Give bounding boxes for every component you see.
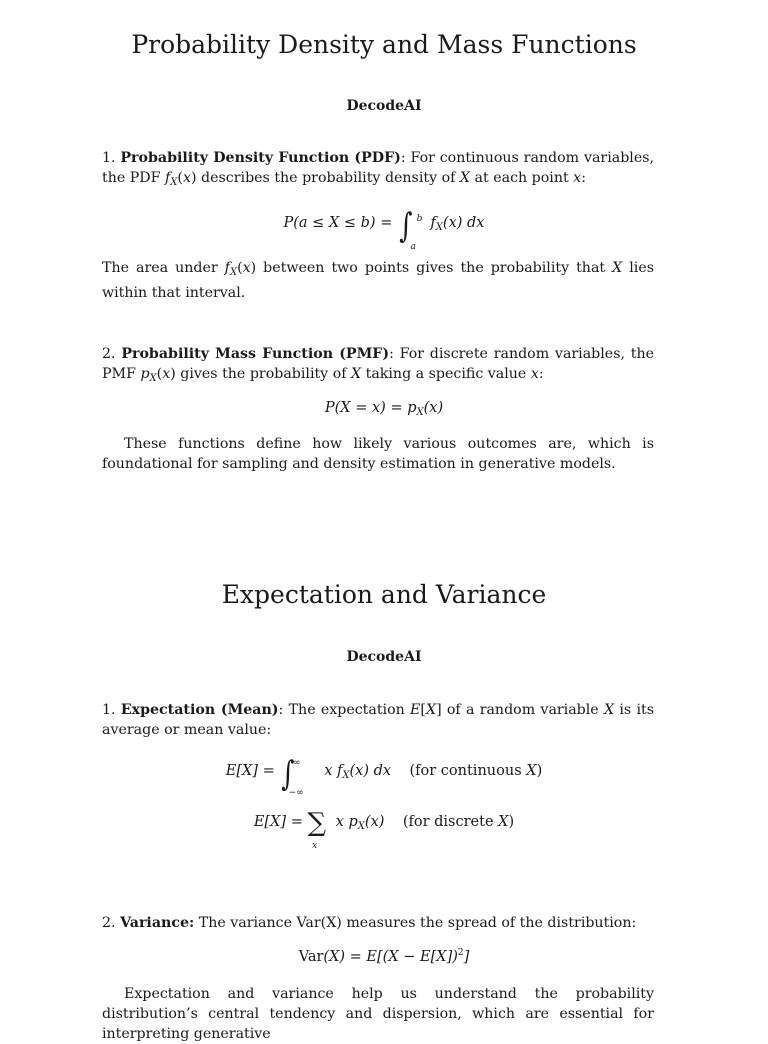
pmf-heading: Probability Mass Function (PMF) <box>121 346 390 362</box>
item-number: 1. <box>102 150 116 166</box>
expectation-continuous-equation: $E[X] = \int^\infty_{-\infty}$ x $f_X(x)$ dx (for continuous X) <box>225 754 543 798</box>
pdf-explanation: The area under $f_X(x)$ between two points gives the probability that X lies within that interval. <box>102 260 655 301</box>
closing-text: Expectation and variance help us understand the probability distribution’s central tendency and dispersion, which are essential for interpreting generative <box>102 986 654 1042</box>
pmf-text: gives the probability of <box>175 366 352 382</box>
pmf-equation: $P(X = x) = p_X(x)$ <box>324 400 444 418</box>
pmf-paragraph: 2. Probability Mass Function (PMF): For discrete random variables, the PMF $p_X(x)$ gives the probability of X taking a specific value x: <box>102 346 654 384</box>
pmf-text: : For discrete random variables, the PMF <box>102 346 654 382</box>
item-number: 2. <box>102 346 116 362</box>
pdf-heading: Probability Density Function (PDF) <box>120 150 401 166</box>
discrete-note: (for discrete <box>402 814 499 830</box>
pdf-explanation-text: lies within that interval. <box>102 260 655 301</box>
closing-text: These functions define how likely various outcomes are, which is foundational for sampling and density estimation in generative models. <box>102 436 654 472</box>
section1-closing <box>102 434 654 474</box>
item-number: 2. <box>102 915 116 931</box>
section2-closing <box>102 984 654 1044</box>
continuous-note: (for continuous <box>409 763 527 779</box>
pdf-text: describes the probability density of <box>196 170 460 186</box>
expectation-heading: Expectation (Mean) <box>120 702 279 718</box>
expectation-paragraph: 1. Expectation (Mean): The expectation E[X] of a random variable X is its average or mean value: <box>102 702 654 738</box>
pdf-equation: P(a ≤ X ≤ b) = ∫ $^b_a$ $f_X(x)$ dx <box>283 206 485 252</box>
section-title-pdf: Probability Density and Mass Functions <box>131 30 637 59</box>
author-name: DecodeAI <box>346 98 422 114</box>
variance-paragraph <box>102 913 654 933</box>
expectation-discrete-equation: $E[X] = \sum_x$ x $p_X(x)$ (for discrete X) <box>253 808 515 851</box>
expectation-text: is its average or mean value: <box>102 702 654 738</box>
variance-heading: Variance: <box>120 915 195 931</box>
variance-text: The variance Var(X) measures the spread of the distribution: <box>194 915 637 931</box>
expectation-text: : The expectation <box>278 702 411 718</box>
section-title-expectation: Expectation and Variance <box>221 580 547 609</box>
expectation-text: of a random variable <box>441 702 604 718</box>
pdf-explanation-text: between two points gives the probability that <box>256 260 613 276</box>
pdf-paragraph: 1. Probability Density Function (PDF): For continuous random variables, the PDF $f_X(x)$ describes the probability density of X at each point x: <box>102 150 655 188</box>
item-number: 1. <box>102 702 116 718</box>
author-name: DecodeAI <box>346 649 422 665</box>
pdf-text: : For continuous random variables, the PDF <box>102 150 655 186</box>
pdf-text: at each point <box>470 170 574 186</box>
variance-equation: $Var(X) = E[(X - E[X])^2]$ <box>298 948 470 965</box>
pmf-text: taking a specific value <box>361 366 531 382</box>
pdf-explanation-text: The area under <box>102 260 225 276</box>
